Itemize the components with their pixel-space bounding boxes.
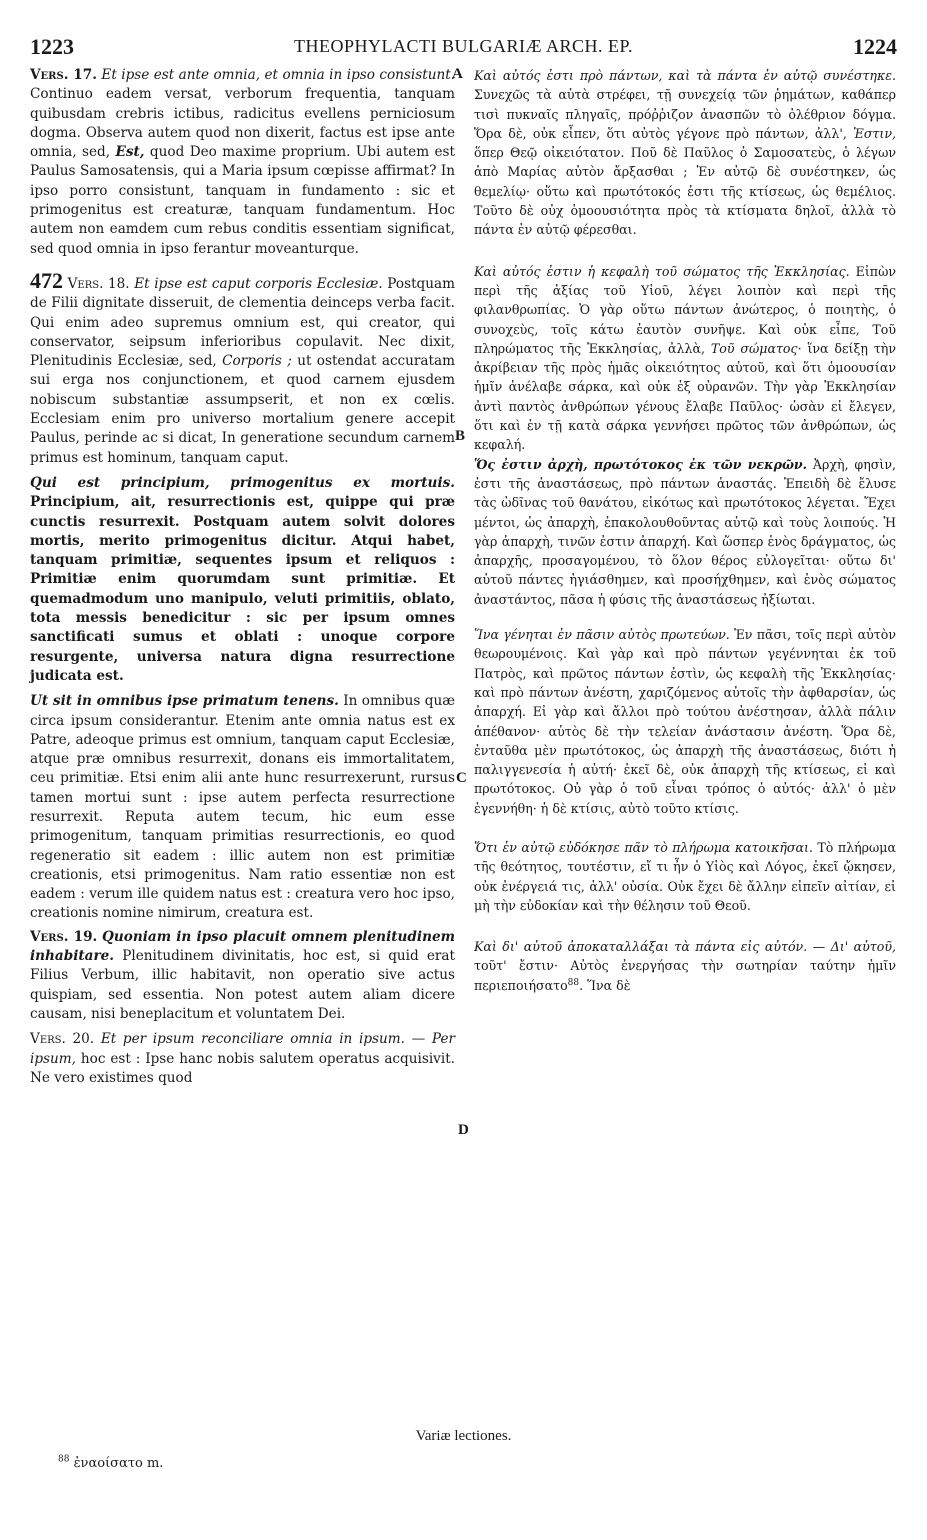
body-text: hoc est : Ipse hanc nobis salutem operatus acquisivit. Ne vero existimes quod — [30, 1050, 455, 1086]
verse-label: Vers. 20. — [30, 1031, 95, 1048]
page-header — [30, 34, 897, 60]
footnote-ref: 88 — [567, 977, 580, 988]
body-text: Ἀρχὴ, φησὶν, ἐστι τῆς ἀναστάσεως, πρὸ πάντων ἀναστάς. Ἐπειδὴ δὲ ἔλυσε τὰς ὠδῖνας τοῦ θανάτου, εἰκότως καὶ πρωτότοκος λέγεται. Ἔχει μέντοι, ὡς ἀπαρχὴ, ἐπακολουθοῦντας αὐτῷ καὶ τοὺς λοιπούς. Ἡ γὰρ ἀπαρχὴ, τινῶν ἐστιν ἀπαρχή. Καὶ ὥσπερ ἑνὸς δράγματος, ὡς ἀπαρχῆς, προσαγομένου, τὸ ὅλον θέρος εὐλογεῖται· οὕτω δι' αὐτοῦ πάντες ἡγιάσθημεν, καὶ προσήχθημεν, καὶ ἑνὸς σώματος ἀναστάντος, πᾶσα ἡ φύσις τῆς ἀναστάσεως ἠξίωται. — [474, 456, 896, 607]
emphasis: Corporis ; — [222, 353, 292, 370]
lemma: Et ipse est caput corporis Ecclesiæ. — [134, 275, 383, 292]
footnote-number: 88 — [58, 1454, 70, 1465]
greek-paragraph — [474, 937, 896, 995]
margin-marker-c: C — [456, 770, 467, 786]
verse-label: Vers. 18. — [67, 275, 130, 292]
margin-marker-b: B — [455, 428, 466, 444]
lemma: Ὅς ἐστιν ἀρχὴ, πρωτότοκος ἐκ τῶν νεκρῶν. — [474, 456, 808, 472]
lemma: Ἵνα γένηται ἐν πᾶσιν αὐτὸς πρωτεύων. — [474, 627, 730, 643]
right-page-number: 1224 — [853, 34, 897, 59]
footnote — [58, 1456, 163, 1471]
greek-paragraph — [474, 66, 896, 240]
latin-paragraph — [30, 1030, 455, 1088]
lemma: Καὶ δι' αὐτοῦ ἀποκαταλλάξαι τὰ πάντα εἰς αὐτόν. — Δι' αὐτοῦ, — [474, 939, 896, 955]
latin-paragraph — [30, 66, 455, 259]
column-number: 472 — [30, 267, 63, 293]
body-text: Συνεχῶς τὰ αὐτὰ στρέφει, τῇ συνεχείᾳ τῶν ῥημάτων, καθάπερ τισὶ πυκναῖς πληγαῖς, πρόῤῥιζον ἀνασπῶν τὸ ὀλέθριον δόγμα. Ὅρα δὲ, οὐκ εἶπεν, ὅτι αὐτὸς γέγονε πρὸ πάντων, ἀλλ', — [474, 87, 896, 141]
margin-marker-a: A — [452, 66, 463, 82]
body-text: In omnibus quæ circa ipsum considerantur. Etenim ante omnia natus est ex Patre, adeoque primus est omnium, tanquam caput Ecclesiæ, atque præ omnibus resurrexit, donans eis immortalitatem, ceu primitiæ. Etsi enim alii ante hunc resurrexerunt, rursus tamen mortui sunt : ipse autem perfecta resurrectione resurrexit. Reputa autem tecum, hic eum esse primogenitum, tanquam primitias resurrectionis, eo quod regeneratio sit eadem : illic autem non est primitiæ creationis, etsi primogenitus. Nam ratio essentiæ non est eadem : verum ille quidem natus est : creatura vero hoc ipso, creationis nomine nimirum, creatura est. — [30, 693, 455, 922]
latin-paragraph — [30, 267, 455, 468]
body-text: Postquam de Filii dignitate disseruit, de clementia deinceps verba facit. Qui enim adeo supremus omnium est, qui creator, qui conservator, seipsum inferioribus copulavit. Nec dixit, Plenitudinis Ecclesiæ, sed, — [30, 275, 455, 370]
left-page-number: 1223 — [30, 34, 74, 59]
body-text: Ἐν πᾶσι, τοῖς περὶ αὐτὸν θεωρουμένοις. Καὶ γὰρ καὶ πρὸ πάντων γεγέννηται ἐκ τοῦ Πατρὸς, καὶ πρῶτος πάντων ἐστὶν, ὡς κεφαλὴ τῆς Ἐκκλησίας· καὶ πρὸ πάντων ἀνέστη, χαριζόμενος αὐτοῖς τὴν ἀφθαρσίαν, ὡς ἀπαρχή. Εἰ γὰρ καὶ ἄλλοι πρὸ τούτου ἀνέστησαν, ἀλλὰ πάλιν ἀπέθανον· αὐτὸς δὲ τὴν τελείαν ἀνάστασιν ἀνέστη. Ὅρα δὲ, ἐνταῦθα μὲν πρωτότοκος, ὡς ἀπαρχὴ τῆς ἀναστάσεως, διότι ἡ παλιγγενεσία ἡ αὐτή· ἐκεῖ δὲ, οὐκ ἀπαρχὴ τῆς κτίσεως, εἰ καὶ πρωτότοκος. Οὐ γὰρ ὁ τοῦ εἶναι τρόπος ὁ αὐτός· ἀλλ' ὁ μὲν ἐγεννήθη· ἡ δὲ κτίσις, αὐτὸ τοῦτο κτίσις. — [474, 627, 896, 816]
body-text: Plenitudinem divinitatis, hoc est, si quid erat Filius Verbum, illic habitavit, non operatio sive actus quispiam, sed essentia. Non potest autem aliam dicere causam, nisi beneplacitum et voluntatem Dei. — [30, 948, 455, 1022]
greek-column — [474, 66, 896, 995]
lemma: Qui est principium, primogenitus ex mortuis. — [30, 474, 455, 491]
body-text: Principium, ait, resurrectionis est, quippe qui præ cunctis resurrexit. Postquam autem solvit dolores mortis, merito primogenitus dicitur. Atqui habet, tanquam primitiæ, sequentes ipsum et reliquos : Primitiæ enim quorumdam sunt primitiæ. Et quemadmodum uno manipulo, veluti primitiis, oblato, tota messis benedicitur : sic per ipsum omnes sanctificati sumus et oblati : unoque corpore resurgente, universa natura digna resurrectione judicata est. — [30, 494, 455, 684]
body-text: Continuo eadem versat, verborum frequentia, tanquam quibusdam crebris ictibus, radicitus evellens perniciosum dogma. Observa autem quod non dixerit, factus est ipse ante omnia, sed, — [30, 86, 455, 161]
running-title: THEOPHYLACTI BULGARIÆ ARCH. EP. — [293, 36, 634, 56]
body-text: ὅπερ Θεῷ οἰκειότατον. Ποῦ δὲ Παῦλος ὁ Σαμοσατεὺς, ὁ λέγων ἀπὸ Μαρίας αὐτὸν ἄρξασθαι ; Ἐν αὐτῷ δὲ συνέστηκεν, ὡς θεμελίῳ· οὕτω καὶ πρωτότοκός ἐστι τῆς κτίσεως, ὡς θεμέλιος. Τοῦτο δὲ οὐχ ὁμοουσιότητα πρὸς τὰ κτίσματα δηλοῖ, ἀλλὰ τὸ πάντα ἐν αὐτῷ φέρεσθαι. — [474, 145, 896, 238]
lemma: Ὅτι ἐν αὐτῷ εὐδόκησε πᾶν τὸ πλήρωμα κατοικῆσαι. — [474, 839, 813, 855]
body-text: τοῦτ' ἔστιν· Αὐτὸς ἐνεργήσας τὴν σωτηρίαν ταύτην ἡμῖν περιεποιήσατο — [474, 958, 896, 993]
verse-label: Vers. 17. — [30, 67, 97, 83]
emphasis: Τοῦ σώματος· — [710, 340, 802, 356]
latin-paragraph — [30, 474, 455, 686]
verse-label: Vers. 19. — [30, 928, 98, 945]
lemma: Ut sit in omnibus ipse primatum tenens. — [30, 693, 339, 710]
greek-paragraph — [474, 455, 896, 609]
footnote-text: ἐναοίσατο m. — [69, 1456, 164, 1471]
body-text: quod Deo maxime proprium. Ubi autem est Paulus Samosatensis, qui a Maria ipsum cœpisse affirmat? In ipso porro consistunt, tanquam in fundamento : sic et primogenitus est creaturæ, tanquam fundamentum. Hoc autem non eamdem cum rebus conditis essentiam significat, sed quod omnia in ipso ferantur moveanturque. — [30, 144, 455, 257]
body-text: ἵνα δείξῃ τὴν ἀκρίβειαν τῆς πρὸς ἡμᾶς οἰκειότητος αὐτοῦ, καὶ ὅτι ὁμοουσίαν ἡμῖν ἀνέλαβε σάρκα, καὶ οὐκ ἐξ οὐρανῶν. Τὴν γὰρ Ἐκκλησίαν ἀντὶ παντὸς ἀνθρώπων γένους ἔλαβε Παῦλος· ὡσὰν εἰ ἔλεγεν, ὅτι καὶ ἐν τῇ κατὰ σάρκα γεννήσει πρῶτος τῶν ἀνθρώπων, ὡς κεφαλή. — [474, 340, 896, 453]
margin-marker-d: D — [458, 1122, 469, 1138]
body-text: Εἰπὼν περὶ τῆς ἀξίας τοῦ Υἱοῦ, λέγει λοιπὸν καὶ περὶ τῆς φιλανθρωπίας. Ὁ γὰρ οὕτω πάντων ἀνώτερος, ὁ ποιητὴς, ὁ συνοχεὺς, τοῖς κάτω ἑαυτὸν συνῆψε. Καὶ οὐκ εἶπε, Τοῦ πληρώματος τῆς Ἐκκλησίας, ἀλλὰ, — [474, 263, 896, 356]
lemma: Et per ipsum reconciliare omnia in ipsum. — Per ipsum, — [30, 1031, 455, 1067]
body-text: ut ostendat accuratam sui erga nos conjunctionem, et quod carnem ejusdem nobiscum substantiæ assumpserit, et non ex cœlis. Ecclesiam enim pro universo mortalium genere accepit Paulus, perinde ac si dicat, In generatione secundum carnem primus est hominum, tanquam caput. — [30, 353, 455, 466]
lemma: Et ipse est ante omnia, et omnia in ipso consistunt. — [101, 67, 455, 83]
greek-paragraph — [474, 838, 896, 915]
variant-readings-heading: Variæ lectiones. — [415, 1428, 512, 1444]
emphasis: Ἐστιν, — [853, 125, 896, 141]
lemma: Καὶ αὐτός ἐστι πρὸ πάντων, καὶ τὰ πάντα ἐν αὐτῷ συνέστηκε. — [474, 68, 896, 83]
lemma: Καὶ αὐτός ἐστιν ἡ κεφαλὴ τοῦ σώματος τῆς Ἐκκλησίας. — [474, 263, 850, 279]
latin-paragraph — [30, 928, 455, 1024]
greek-paragraph — [474, 625, 896, 818]
body-text: Τὸ πλήρωμα τῆς θεότητος, τουτέστιν, εἴ τι ἦν ὁ Υἱὸς καὶ Λόγος, ἐκεῖ ᾤκησεν, οὐκ ἐνέργειά τις, ἀλλ' οὐσία. Οὐκ ἔχει δὲ ἄλλην εἰπεῖν αἰτίαν, εἰ μὴ τὴν εὐδοκίαν καὶ τὴν θέλησιν τοῦ Θεοῦ. — [474, 839, 896, 913]
greek-paragraph — [474, 262, 896, 455]
emphasis: Est, — [115, 144, 145, 161]
lemma: Quoniam in ipso placuit omnem plenitudinem inhabitare. — [30, 928, 455, 965]
latin-column — [30, 66, 455, 1088]
latin-paragraph — [30, 692, 455, 924]
body-text: . Ἵνα δὲ — [579, 977, 631, 993]
